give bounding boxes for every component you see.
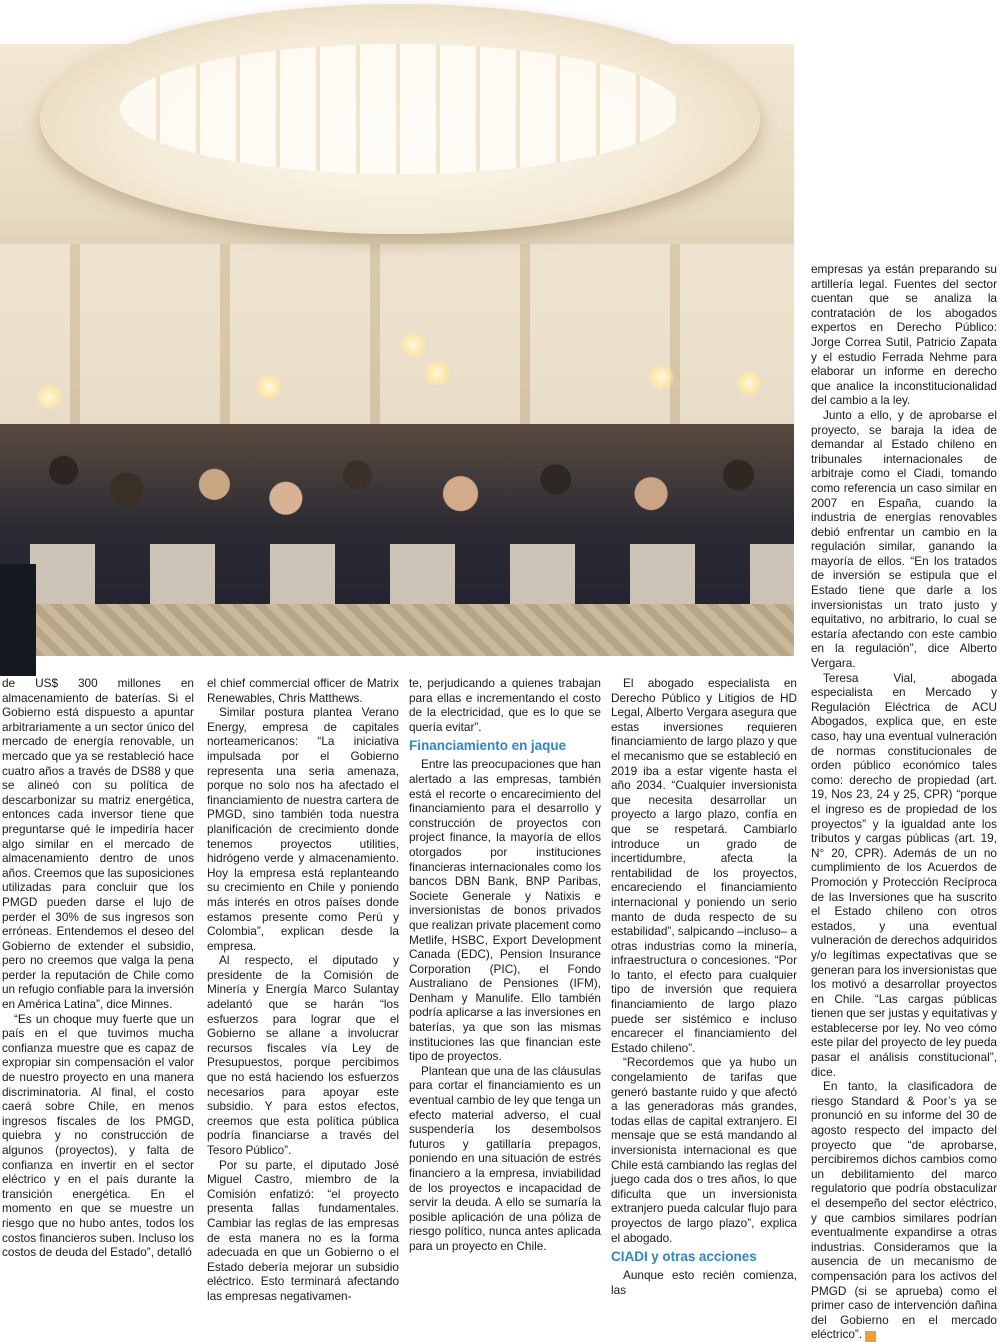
paragraph: Junto a ello, y de aprobarse el proyecto, se baraja la idea de demandar al Estado chileno en tribunales internacionales de arbitraje como el Ciadi, tomando como referencia un caso similar en 2007 en España, cuando la industria de energías renovables debió enfrentar un cambio en la regulación similar, ganando la mayoría de ellos. “En los tratados de inversión se estipula que el Estado tiene que darle a los inversionistas un trato justo y equitativo, no arbitrario, lo cual se estaría afectando con este cambio en la regulación”, dice Alberto Vergara. [811,407,997,671]
chandelier-light [36,384,62,410]
paragraph: “Recordemos que ya hubo un congelamiento de tarifas que generó bastante ruido y que afectó a las generadoras más grandes, todas ellas de capital extranjero. El mensaje que se está mandando al inversionista internacional es que Chile está cambiando las reglas del juego cada dos o tres años, lo que dificulta que un inversionista extranjero pueda calcular flujo para proyectos de largo plazo”, explica el abogado. [611,1055,797,1245]
paragraph: empresas ya están preparando su artillería legal. Fuentes del sector cuentan que se analiza la contratación de los abogados expertos en Derecho Público: Jorge Correa Sutil, Patricio Zapata y el estudio Ferrada Nehme para elaborar un informe en derecho que analice la inconstitucionalidad del cambio a la ley. [811,262,997,408]
paragraph: Similar postura plantea Verano Energy, empresa de capitales norteamericanos: “La iniciativa impulsada por el Gobierno representa una seria amenaza, porque no solo nos ha afectado el financiamiento de nuestra cartera de PMGD, sino también toda nuestra planificación de crecimiento donde tenemos proyectos utilities, hidrógeno verde y almacenamiento. Hoy la empresa está replanteando su crecimiento en Chile y poniendo más interés en otros países donde estamos presente como Perú y Colombia”, explican desde la empresa. [207,705,399,953]
paragraph [811,1079,997,1342]
paragraph: “Es un choque muy fuerte que un país en el que tuvimos mucha confianza muestre que es capaz de expropiar sin compensación el valor de nuestro proyecto en una manera discriminatoria. Al final, el costo caerá sobre Chile, en menos ingresos fiscales de los PMGD, quiebra y no construcción de algunos (proyectos), y falta de confianza en invertir en el sector eléctrico y en el país durante la transición energética. En el momento en que se muestre un riesgo que no hubo antes, todos los costos financieros suben. Incluso los costos de deuda del Estado”, detalló [2,1011,194,1260]
chandelier-light [648,364,674,390]
chandelier-light [256,374,282,400]
article-end-icon: S [865,1331,876,1342]
chandelier-light [424,360,450,386]
paragraph: Teresa Vial, abogada especialista en Mercado y Regulación Eléctrica de ACU Abogados, explica que, en este caso, hay una eventual vulneración de normas constitucionales de orden público económico tales como: derecho de propiedad (art. 19, Nos 23, 24 y 25, CPR) “porque el ingreso es de propiedad de los proyectos” y la igualdad ante los tributos y cargas públicas (art. 19, N° 20, CPR). Además de un no cumplimiento de los Acuerdos de Promoción y Protección Recíproca de las Inversiones que ha suscrito el Estado chileno con otros estados, y una eventual vulneración de derechos adquiridos y/o legítimas expectativas que se generan para los inversionistas que los motivó a desarrollar proyectos en Chile. “Las cargas públicas tienen que ser justas y equitativas y establecerse por ley. No veo cómo este pilar del proyecto de ley pueda pasar el análisis constitucional”, dice. [811,670,997,1079]
presentation-screen [0,564,36,676]
article-column-right [811,262,997,1342]
article-column-2 [207,676,399,1304]
paragraph-text: En tanto, la clasificadora de riesgo Standard & Poor’s ya se pronunció en su informe del 30 de agosto respecto del impacto del proyecto que “de aprobarse, percibiremos dichos cambios como un debilitamiento del marco regulatorio que podría obstaculizar el desempeño del sector eléctrico, y que cambios similares podrían eventualmente expandirse a otras industrias. Consideramos que la ausencia de un mecanismo de compensación para los activos del PMGD (si se aprueba) como el primer caso de intervención dañina del Gobierno en el mercado eléctrico”. [811,1079,997,1342]
article-column-1 [2,676,194,1260]
paragraph: Al respecto, el diputado y presidente de la Comisión de Minería y Energía Marco Sulantay adelantó que se harán “los esfuerzos para lograr que el Gobierno se allane a involucrar recursos fiscales vía Ley de Presupuestos, porque percibimos que no está haciendo los esfuerzos necesarios para apoyar este subsidio. Y para estos efectos, creemos que esta política pública podría financiarse a través del Tesoro Público”. [207,953,399,1157]
carpet-floor [0,604,794,656]
section-heading: CIADI y otras acciones [611,1249,757,1265]
paragraph: Por su parte, el diputado José Miguel Castro, miembro de la Comisión enfatizó: “el proyecto presenta fallas fundamentales. Cambiar las reglas de las empresas de esta manera no es la forma adecuada en que un Gobierno o el Estado debería mejorar un subsidio eléctrico. Esto terminará afectando las empresas negativamen- [207,1157,399,1303]
section-heading: Financiamiento en jaque [409,738,567,754]
ballroom-wall [0,244,794,444]
article-column-3 [409,676,601,1254]
article-column-4 [611,676,797,1297]
paragraph: te, perjudicando a quienes trabajan para ellas e incrementando el costo de la electricidad, que es lo que se quería evitar”. [409,676,601,734]
paragraph: de US$ 300 millones en almacenamiento de baterías. Si el Gobierno está dispuesto a apuntar arbitrariamente a un sector único del mercado de energía renovable, un mercado que ya se restableció hace cuatro años a través de DS88 y que se alineó con su política de descarbonizar su matriz energética, entonces cada inversor tiene que preguntarse qué le impediría hacer algo similar en el mercado de almacenamiento dentro de unos años. Creemos que las suposiciones utilizadas para concluir que los PMGD pueden darse el lujo de perder el 30% de sus ingresos son erróneas. Entendemos el deseo del Gobierno de extender el subsidio, pero no creemos que valga la pena perder la reputación de Chile como un refugio confiable para la inversión en América Latina”, dice Minnes. [2,676,194,1012]
paragraph: Entre las preocupaciones que han alertado a las empresas, también está el recorte o encarecimiento del financiamiento para el desarrollo y construcción de proyectos con project finance, la mayoría de ellos otorgados por instituciones financieras internacionales como los bancos DBN Bank, BNP Paribas, Societe Generale y Natixis e inversionistas de bonos privados que realizan private placement como Metlife, HSBC, Export Development Canada (EDC), Pension Insurance Corporation (PIC), el Fondo Australiano de Pensiones (IFM), Denham y Manulife. Ello también podría aplicarse a las inversiones en baterías, ya que son las mismas instituciones las que financian este tipo de proyectos. [409,757,601,1064]
paragraph: el chief commercial officer de Matrix Renewables, Chris Matthews. [207,676,399,705]
ceiling-skylight [120,44,680,174]
paragraph: Plantean que una de las cláusulas para cortar el financiamiento es un eventual cambio de ley que tenga un efecto material adverso, el cual suspendería los desembolsos futuros y gatillaría prepagos, poniendo en una situación de estrés financiero a la empresa, inviabilidad de los proyectos e incapacidad de servir la deuda. A ello se sumaría la posible aplicación de una póliza de riesgo político, nunca antes aplicada para un proyecto en Chile. [409,1063,601,1253]
chandelier-light [736,370,762,396]
chandelier-light [400,332,426,358]
paragraph: Aunque esto recién comienza, las [611,1268,797,1297]
paragraph: El abogado especialista en Derecho Público y Litigios de HD Legal, Alberto Vergara asegura que estas inversiones requieren financiamiento de largo plazo y que el mecanismo que se estableció en 2019 iba a estar vigente hasta el año 2034. “Cualquier inversionista que necesita desarrollar un proyecto a largo plazo, confía en que se respetará. Cambiarlo introduce un grado de incertidumbre, afecta la rentabilidad de los proyectos, encareciendo el financiamiento internacional y poniendo un serio manto de duda respecto de su estabilidad”, salpicando –incluso– a otras industrias como la minería, infraestructura o concesiones. “Por lo tanto, el efecto para cualquier tipo de inversión que requiera financiamiento de largo plazo puede ser sistémico e incluso encarecer el financiamiento del Estado chileno”. [611,676,797,1055]
event-audience-photo [0,44,794,656]
